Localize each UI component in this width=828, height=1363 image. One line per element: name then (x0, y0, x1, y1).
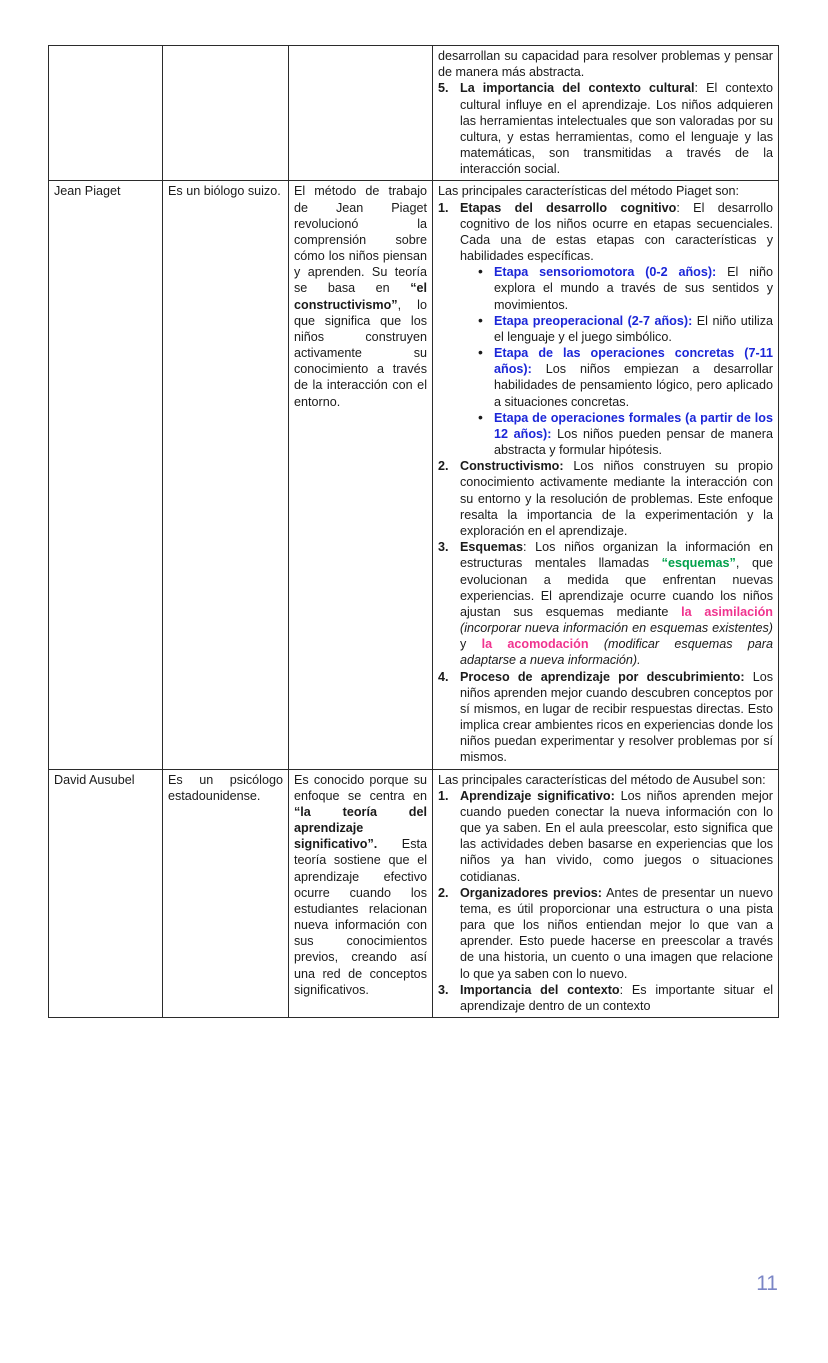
numbered-list (438, 200, 773, 766)
list-item-body-italic: (incorporar nueva información en esquemas existentes) (460, 621, 773, 636)
list-item (438, 200, 773, 459)
sublist-item-highlight: Etapa de operaciones formales (a partir de los 12 años): (494, 410, 773, 441)
numbered-list (438, 80, 773, 177)
list-item-body: Los niños construyen su propio conocimiento activamente mediante la interacción con su entorno y la resolución de problemas. Este enfoque resalta la importancia de la experimentación y la exploración en el aprendizaje. (460, 459, 773, 538)
asimilacion-highlight: la asimilación (681, 604, 773, 619)
method-part: , lo que significa que los niños construyen activamente su conocimiento a través de la interacción con el entorno. (294, 297, 427, 409)
characteristics-cell (433, 46, 779, 181)
table-row (49, 769, 779, 1018)
page-number: 11 (756, 1272, 778, 1295)
list-item-title: Organizadores previos: (460, 885, 602, 900)
method-cell (289, 769, 433, 1018)
sublist-item-body: El niño explora el mundo a través de sus sentidos y movimientos. (494, 265, 773, 312)
list-item-body: Los niños organizan la información en estructuras mentales llamadas (460, 540, 773, 571)
list-item (438, 885, 773, 982)
sublist-item (474, 345, 773, 410)
origin-cell: Es un biólogo suizo. (163, 181, 289, 769)
list-item-body: Es importante situar el aprendizaje dentro de un contexto (460, 982, 773, 1013)
list-item-body-italic: (modificar esquemas para adaptarse a nueva información). (460, 637, 774, 668)
list-item-title: Importancia del contexto (460, 982, 620, 997)
intro-paragraph: Las principales características del método de Ausubel son: (438, 772, 766, 787)
sublist-item (474, 264, 773, 313)
list-item (438, 982, 773, 1014)
list-item (438, 788, 773, 885)
list-item-separator: : (676, 200, 680, 215)
sublist-item-body: El niño utiliza el lenguaje y el juego simbólico. (494, 313, 773, 344)
list-item-body: El contexto cultural influye en el aprendizaje. Los niños adquieren las herramientas intelectuales que son valoradas por su cultura, y estas herramientas, como el lenguaje y las matemáticas, son transmitidas a través de la interacción social. (460, 81, 774, 177)
method-part: El método de trabajo de Jean Piaget revolucionó la comprensión sobre cómo los niños piensan y aprenden. Su teoría se basa en (294, 184, 427, 296)
esquemas-highlight: “esquemas” (661, 556, 736, 571)
list-item-separator: : (619, 982, 624, 997)
method-cell (289, 46, 433, 181)
list-item-title: Esquemas (460, 540, 523, 555)
author-name-cell: Jean Piaget (49, 181, 163, 769)
sublist-item (474, 410, 773, 459)
method-part-bold: “la teoría del aprendizaje significativo”. (294, 804, 427, 852)
origin-cell: Es un psicólogo estadounidense. (163, 769, 289, 1018)
list-item (438, 458, 773, 539)
list-item-body: y (460, 637, 482, 652)
origin-cell (163, 46, 289, 181)
list-item-title: La importancia del contexto cultural (460, 81, 695, 96)
list-item-separator: : (523, 540, 527, 555)
list-item-title: Aprendizaje significativo: (460, 788, 615, 803)
list-item-body: Antes de presentar un nuevo tema, es útil proporcionar una estructura o una pista para que los niños entiendan mejor lo que van a aprender. Esto puede hacerse en preescolar a través de una historia, un cuento o una imagen que relacione lo que ya saben con lo nuevo. (460, 885, 773, 981)
author-name-cell (49, 46, 163, 181)
characteristics-cell (433, 769, 779, 1018)
list-item-body: Los niños aprenden mejor cuando descubren conceptos por sí mismos, en lugar de recibir respuestas directas. Esto implica crear ambientes ricos en experiencias donde los niños puedan experimentar y resolver problemas por sí mismos. (460, 669, 774, 765)
numbered-list (438, 788, 773, 1014)
list-item-body: El desarrollo cognitivo de los niños ocurre en etapas secuenciales. Cada una de estas etapas con características y habilidades específicas. (460, 200, 773, 264)
table-row (49, 46, 779, 181)
sublist-item-highlight: Etapa de las operaciones concretas (7-11 años): (494, 346, 773, 377)
method-cell (289, 181, 433, 769)
table-row (49, 181, 779, 769)
sublist-item-body: Los niños empiezan a desarrollar habilidades de pensamiento lógico, pero aplicado a situaciones concretas. (494, 362, 773, 409)
method-paragraph (294, 183, 427, 409)
characteristics-cell (433, 181, 779, 769)
continuation-paragraph: desarrollan su capacidad para resolver problemas y pensar de manera más abstracta. (438, 49, 773, 80)
list-item-title: Etapas del desarrollo cognitivo (460, 200, 677, 215)
author-name-cell: David Ausubel (49, 769, 163, 1018)
sublist-item-body: Los niños pueden pensar de manera abstracta y formular hipótesis. (494, 426, 773, 458)
sublist-item (474, 313, 773, 345)
list-item (438, 539, 773, 668)
method-paragraph (294, 772, 427, 998)
acomodacion-highlight: la acomodación (481, 637, 589, 652)
list-item-separator: : (694, 81, 699, 96)
content-table (48, 45, 779, 1018)
method-part: Esta teoría sostiene que el aprendizaje efectivo ocurre cuando los estudiantes relacionan nueva información con sus conocimientos previos, creando así una red de conceptos significativos. (294, 837, 427, 997)
list-item (438, 669, 773, 766)
bulleted-sublist (460, 264, 773, 458)
sublist-item-highlight: Etapa preoperacional (2-7 años): (494, 313, 693, 328)
method-part: Es conocido porque su enfoque se centra en (294, 772, 427, 803)
list-item (438, 80, 773, 177)
list-item-title: Constructivismo: (460, 459, 564, 474)
sublist-item-highlight: Etapa sensoriomotora (0-2 años): (494, 265, 717, 280)
list-item-body: , que evolucionan a medida que enfrentan nuevas experiencias. El aprendizaje ocurre cuando los niños ajustan sus esquemas mediante (460, 556, 773, 619)
list-item-title: Proceso de aprendizaje por descubrimiento: (460, 669, 745, 684)
method-part-bold: “el constructivismo” (294, 281, 427, 312)
list-item-body: Los niños aprenden mejor cuando pueden conectar la nueva información con lo que ya saben. En el aula preescolar, esto significa que las actividades deben basarse en experiencias que los niños ya han vivido, como juegos o situaciones cotidianas. (460, 788, 773, 884)
intro-paragraph: Las principales características del método Piaget son: (438, 184, 740, 199)
